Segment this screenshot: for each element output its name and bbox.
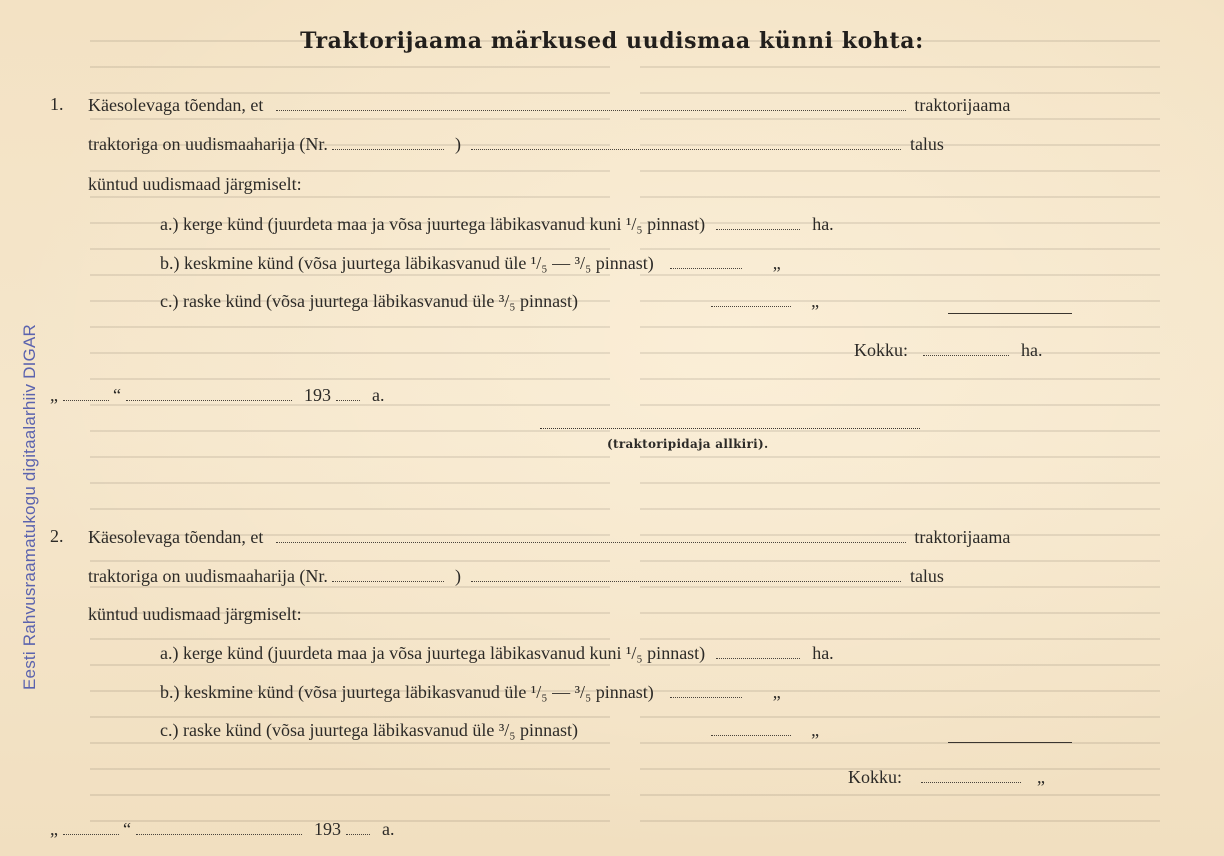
item-unit: „ xyxy=(772,253,781,273)
date-quote-close: “ xyxy=(113,385,121,405)
station-label: traktorijaama xyxy=(914,95,1011,115)
total-row xyxy=(854,339,1043,361)
statement-line-2 xyxy=(88,133,944,155)
month-field[interactable] xyxy=(126,386,292,401)
hectares-field[interactable] xyxy=(711,721,791,736)
date-quote-open: „ xyxy=(50,385,58,405)
station-name-field[interactable] xyxy=(276,528,906,543)
station-name-field[interactable] xyxy=(276,96,906,111)
station-label: traktorijaama xyxy=(914,527,1011,547)
statement-line-3: küntud uudismaad järgmiselt: xyxy=(88,604,302,624)
date-row xyxy=(50,384,385,406)
statement-line-2 xyxy=(88,565,944,587)
item-text: c.) raske künd (võsa juurtega läbikasvanud üle ³/₅ pinnast) xyxy=(160,291,579,311)
plowing-item-medium xyxy=(160,681,781,703)
farm-name-field[interactable] xyxy=(471,135,901,150)
statement-lead: Käesolevaga tõendan, et xyxy=(88,95,264,115)
item-text: b.) keskmine künd (võsa juurtega läbikasvanud üle ¹/₅ — ³/₅ pinnast) xyxy=(160,253,654,273)
farmer-label: traktoriga on uudismaaharija (Nr. xyxy=(88,566,328,586)
statement-line-1 xyxy=(88,94,1010,116)
farm-name-field[interactable] xyxy=(471,567,901,582)
item-text: c.) raske künd (võsa juurtega läbikasvanud üle ³/₅ pinnast) xyxy=(160,720,579,740)
date-quote-open: „ xyxy=(50,819,58,839)
archive-watermark xyxy=(4,90,39,690)
hectares-field[interactable] xyxy=(716,215,800,230)
statement-line-3: küntud uudismaad järgmiselt: xyxy=(88,174,302,194)
paren-close: ) xyxy=(454,566,461,586)
item-text: b.) keskmine künd (võsa juurtega läbikasvanud üle ¹/₅ — ³/₅ pinnast) xyxy=(160,682,654,702)
statement-lead: Käesolevaga tõendan, et xyxy=(88,527,264,547)
year-prefix: 193 xyxy=(304,385,331,405)
farm-label: talus xyxy=(909,134,944,154)
sum-rule xyxy=(948,742,1072,743)
total-field[interactable] xyxy=(923,341,1009,356)
day-field[interactable] xyxy=(63,386,109,401)
date-row xyxy=(50,818,395,840)
signature-caption: (traktoripidaja allkiri). xyxy=(607,437,769,451)
year-field[interactable] xyxy=(346,820,370,835)
year-suffix: a. xyxy=(372,385,385,405)
sum-rule xyxy=(948,313,1072,314)
total-unit: ha. xyxy=(1021,340,1043,360)
total-label: Kokku: xyxy=(854,340,908,360)
item-unit: ha. xyxy=(812,214,834,234)
section-number: 2. xyxy=(50,526,64,546)
date-quote-close: “ xyxy=(123,819,131,839)
total-unit: „ xyxy=(1037,767,1045,787)
plowing-item-light xyxy=(160,642,834,664)
hectares-field[interactable] xyxy=(711,292,791,307)
paren-close: ) xyxy=(454,134,461,154)
hectares-field[interactable] xyxy=(716,644,800,659)
farm-label: talus xyxy=(909,566,944,586)
section-number: 1. xyxy=(50,94,64,114)
day-field[interactable] xyxy=(63,820,119,835)
item-unit: „ xyxy=(811,291,820,311)
plowing-item-heavy xyxy=(160,719,819,741)
hectares-field[interactable] xyxy=(670,254,742,269)
farmer-number-field[interactable] xyxy=(332,135,444,150)
total-label: Kokku: xyxy=(848,767,902,787)
year-prefix: 193 xyxy=(314,819,341,839)
page-title: Traktorijaama märkused uudismaa künni kohta: xyxy=(300,28,924,54)
signature-line[interactable] xyxy=(540,428,920,429)
hectares-field[interactable] xyxy=(670,683,742,698)
farmer-number-field[interactable] xyxy=(332,567,444,582)
total-field[interactable] xyxy=(921,768,1021,783)
plowing-item-heavy xyxy=(160,290,819,312)
year-suffix: a. xyxy=(382,819,395,839)
plowing-item-medium xyxy=(160,252,781,274)
month-field[interactable] xyxy=(136,820,302,835)
statement-line-1 xyxy=(88,526,1010,548)
item-unit: „ xyxy=(772,682,781,702)
farmer-label: traktoriga on uudismaaharija (Nr. xyxy=(88,134,328,154)
plowing-item-light xyxy=(160,213,834,235)
item-unit: ha. xyxy=(812,643,834,663)
item-text: a.) kerge künd (juurdeta maa ja võsa juurtega läbikasvanud kuni ¹/₅ pinnast) xyxy=(160,214,706,234)
item-unit: „ xyxy=(811,720,820,740)
total-row xyxy=(848,766,1045,788)
year-field[interactable] xyxy=(336,386,360,401)
item-text: a.) kerge künd (juurdeta maa ja võsa juurtega läbikasvanud kuni ¹/₅ pinnast) xyxy=(160,643,706,663)
watermark-text: Eesti Rahvusraamatukogu digitaalarhiiv DIGAR xyxy=(20,324,39,690)
